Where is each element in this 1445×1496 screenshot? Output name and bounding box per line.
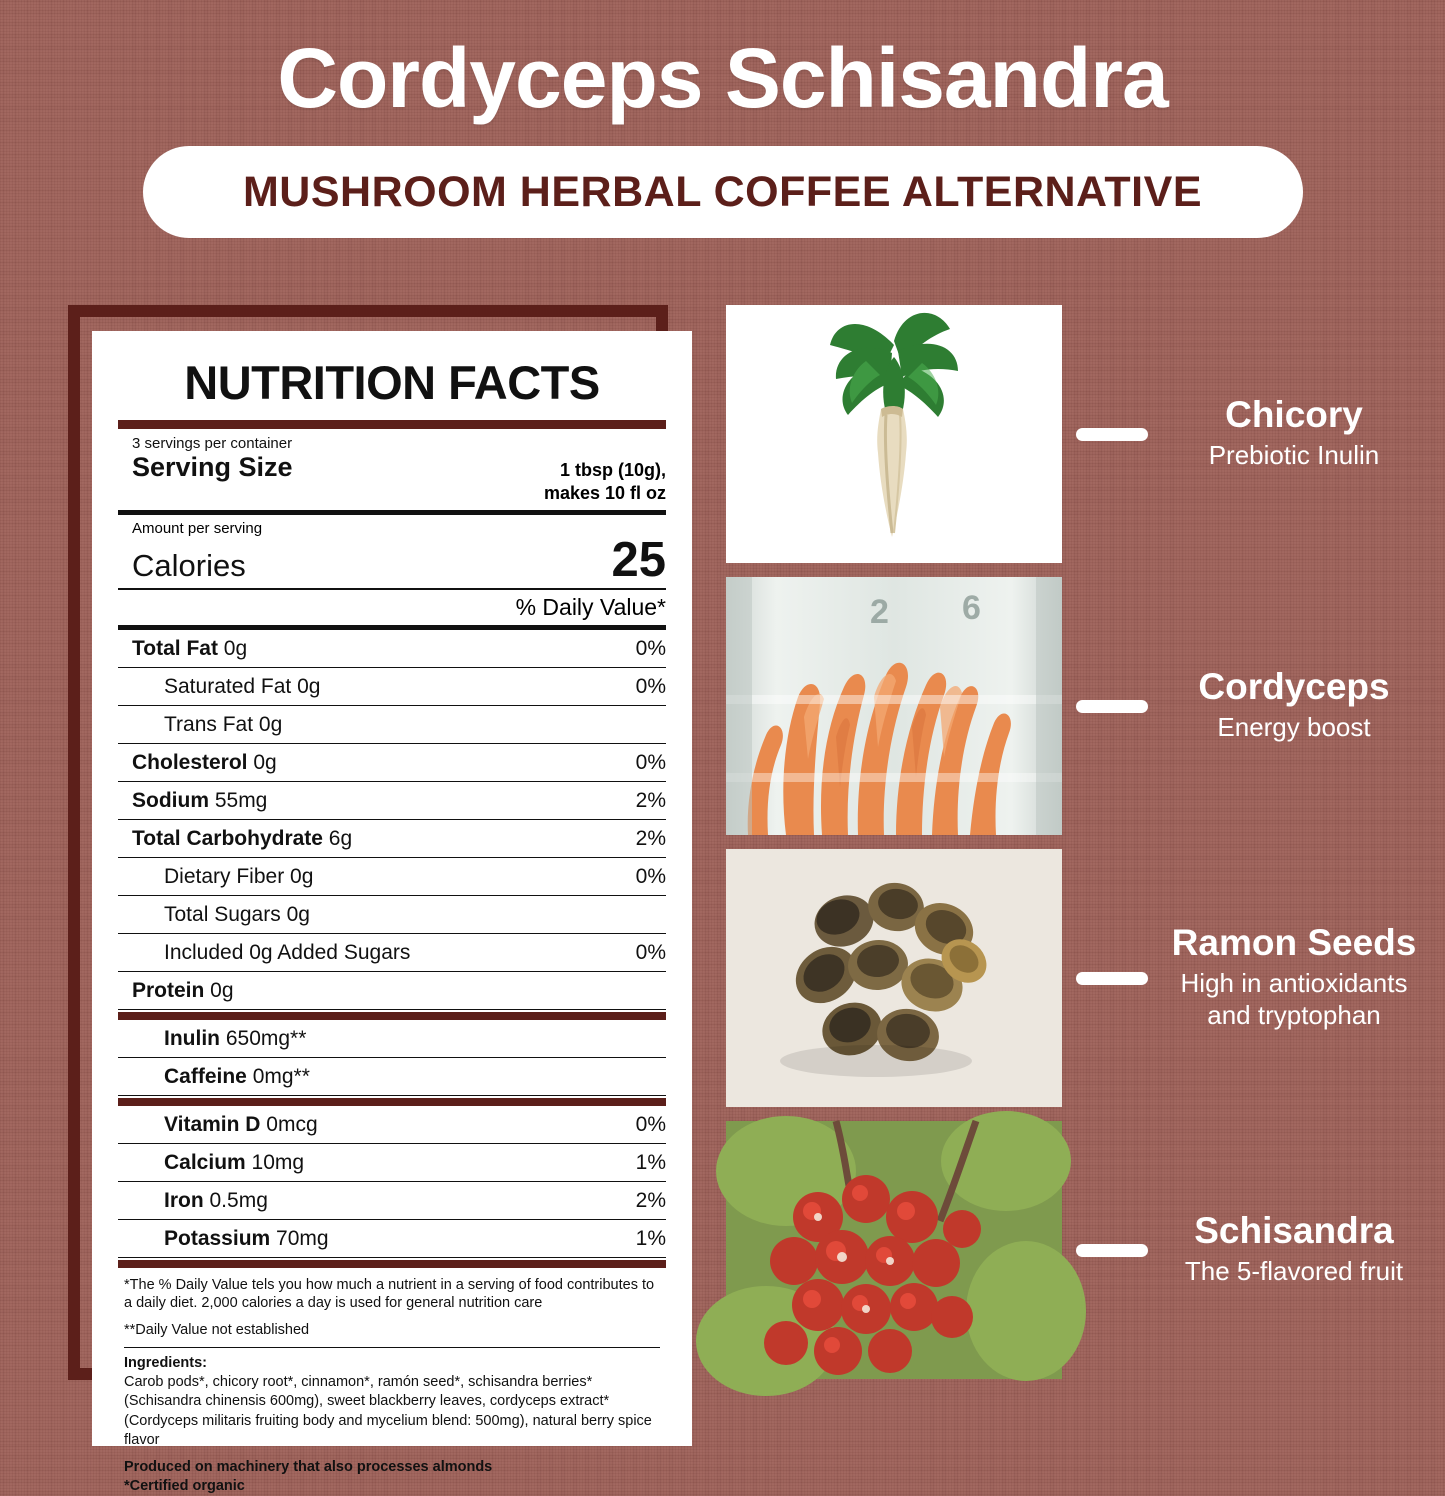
nutrient-rows <box>118 630 666 1010</box>
connector-dash-cordyceps <box>1076 700 1148 713</box>
nutrient-row <box>118 972 666 1009</box>
ingredients-section <box>118 1348 666 1450</box>
nutrient-row <box>118 668 666 705</box>
nutrient-name: Total Fat 0g <box>132 636 248 660</box>
ingredient-item-cordyceps[interactable] <box>726 577 1426 835</box>
nutrient-name: Saturated Fat 0g <box>164 674 321 698</box>
ingredient-item-chicory[interactable] <box>726 305 1426 563</box>
nutrient-row <box>118 630 666 667</box>
ingredient-text-ramon-seeds <box>1162 924 1426 1032</box>
nutrient-name: Protein 0g <box>132 978 234 1002</box>
special-nutrient-rows <box>118 1020 666 1096</box>
subtitle-pill <box>143 146 1303 238</box>
svg-text:6: 6 <box>962 589 981 627</box>
serving-size-value-line2: makes 10 fl oz <box>543 482 666 503</box>
nutrient-row <box>118 820 666 857</box>
serving-size-label: Serving Size <box>132 452 293 482</box>
ingredient-desc-cordyceps: Energy boost <box>1217 712 1371 743</box>
vitamin-rows <box>118 1106 666 1258</box>
certified-organic-note: *Certified organic <box>124 1477 245 1494</box>
svg-text:2: 2 <box>870 593 889 631</box>
divider-thick-bottom <box>118 1260 666 1268</box>
nutrient-name: Trans Fat 0g <box>164 712 283 736</box>
nutrient-daily-value: 2% <box>635 788 666 812</box>
ingredient-name-ramon-seeds: Ramon Seeds <box>1171 922 1417 964</box>
ingredient-gallery <box>726 305 1426 1393</box>
ingredient-desc-schisandra: The 5-flavored fruit <box>1184 1256 1404 1287</box>
nutrient-row <box>118 782 666 819</box>
subtitle-text: MUSHROOM HERBAL COFFEE ALTERNATIVE <box>242 167 1202 216</box>
calories-value: 25 <box>611 533 666 587</box>
nutrient-row <box>118 1020 666 1057</box>
divider-thick-mid <box>118 1012 666 1020</box>
nutrient-daily-value: 1% <box>635 1150 666 1174</box>
nutrient-name: Total Carbohydrate 6g <box>132 826 353 850</box>
ingredient-text-chicory <box>1162 396 1426 471</box>
nutrient-row <box>118 706 666 743</box>
nutrient-name: Cholesterol 0g <box>132 750 277 774</box>
nutrition-card <box>92 331 692 1494</box>
amount-per-serving-label: Amount per serving <box>132 520 263 537</box>
ingredient-desc-ramon-seeds: High in antioxidants and tryptophan <box>1180 967 1408 1031</box>
nutrient-daily-value: 0% <box>635 864 666 888</box>
nutrient-row <box>118 1182 666 1219</box>
nutrient-daily-value: 0% <box>635 1112 666 1136</box>
nutrient-name: Inulin 650mg** <box>164 1026 307 1050</box>
ingredient-name-cordyceps: Cordyceps <box>1198 666 1390 708</box>
nutrient-row <box>118 1106 666 1143</box>
daily-value-footnote-2: **Daily Value not established <box>124 1321 310 1338</box>
schisandra-berries-photo <box>726 1121 1062 1379</box>
calories-row <box>118 533 666 588</box>
nutrient-name: Potassium 70mg <box>164 1226 329 1250</box>
page-title: Cordyceps Schisandra <box>277 31 1168 125</box>
nutrient-daily-value: 2% <box>635 1188 666 1212</box>
nutrient-row <box>118 934 666 971</box>
cordyceps-mushroom-photo <box>726 577 1062 835</box>
nutrient-name: Included 0g Added Sugars <box>164 940 411 964</box>
nutrient-row <box>118 1058 666 1095</box>
ingredients-label: Ingredients: <box>124 1355 207 1372</box>
connector-dash-schisandra <box>1076 1244 1148 1257</box>
ingredient-name-schisandra: Schisandra <box>1194 1210 1394 1252</box>
ingredient-name-chicory: Chicory <box>1225 394 1363 436</box>
divider-thick-mid-2 <box>118 1098 666 1106</box>
nutrient-row <box>118 858 666 895</box>
nutrient-name: Caffeine 0mg** <box>164 1064 310 1088</box>
nutrient-divider <box>118 1095 666 1096</box>
nutrient-daily-value: 2% <box>635 826 666 850</box>
nutrient-row <box>118 744 666 781</box>
nutrient-daily-value: 0% <box>635 674 666 698</box>
ingredient-item-ramon-seeds[interactable] <box>726 849 1426 1107</box>
nutrient-daily-value: 1% <box>635 1226 666 1250</box>
ingredient-item-schisandra[interactable] <box>726 1121 1426 1379</box>
divider-thick-top <box>118 420 666 429</box>
nutrient-daily-value: 0% <box>635 750 666 774</box>
ramon-seeds-photo <box>726 849 1062 1107</box>
nutrient-name: Sodium 55mg <box>132 788 268 812</box>
nutrient-daily-value: 0% <box>635 636 666 660</box>
connector-dash-ramon-seeds <box>1076 972 1148 985</box>
serving-size-row <box>118 452 666 510</box>
ingredient-text-schisandra <box>1162 1212 1426 1287</box>
nutrient-name: Vitamin D 0mcg <box>164 1112 318 1136</box>
nutrient-divider <box>118 1009 666 1010</box>
nutrition-facts-title: NUTRITION FACTS <box>184 356 600 409</box>
nutrient-name: Calcium 10mg <box>164 1150 305 1174</box>
allergen-statement <box>118 1450 666 1496</box>
serving-size-value <box>544 459 666 504</box>
chicory-root-photo <box>726 305 1062 563</box>
servings-per-container: 3 servings per container <box>132 435 293 452</box>
nutrient-name: Total Sugars 0g <box>164 902 310 926</box>
nutrient-daily-value: 0% <box>635 940 666 964</box>
nutrient-name: Iron 0.5mg <box>164 1188 268 1212</box>
serving-size-value-line1: 1 tbsp (10g), <box>559 460 666 480</box>
nutrient-divider <box>118 1257 666 1258</box>
nutrient-row <box>118 896 666 933</box>
daily-value-footnote: *The % Daily Value tels you how much a nutrient in a serving of food contributes to a daily diet. 2,000 calories a day is used for general nutrition care <box>124 1276 655 1312</box>
nutrient-row <box>118 1144 666 1181</box>
connector-dash-chicory <box>1076 428 1148 441</box>
allergen-line-1: Produced on machinery that also processes almonds <box>124 1458 493 1475</box>
nutrient-row <box>118 1220 666 1257</box>
daily-value-header: % Daily Value* <box>515 593 666 620</box>
nutrition-facts-panel <box>68 305 668 1494</box>
ingredient-desc-chicory: Prebiotic Inulin <box>1208 440 1380 471</box>
ingredient-text-cordyceps <box>1162 668 1426 743</box>
calories-label: Calories <box>132 547 246 583</box>
ingredients-text: Carob pods*, chicory root*, cinnamon*, ramón seed*, schisandra berries* (Schisandra chinensis 600mg), sweet blackberry leaves, cordyceps extract* (Cordyceps militaris fruiting body and mycelium blend: 500mg), natural berry spice flavor <box>124 1374 652 1448</box>
nutrient-name: Dietary Fiber 0g <box>164 864 314 888</box>
